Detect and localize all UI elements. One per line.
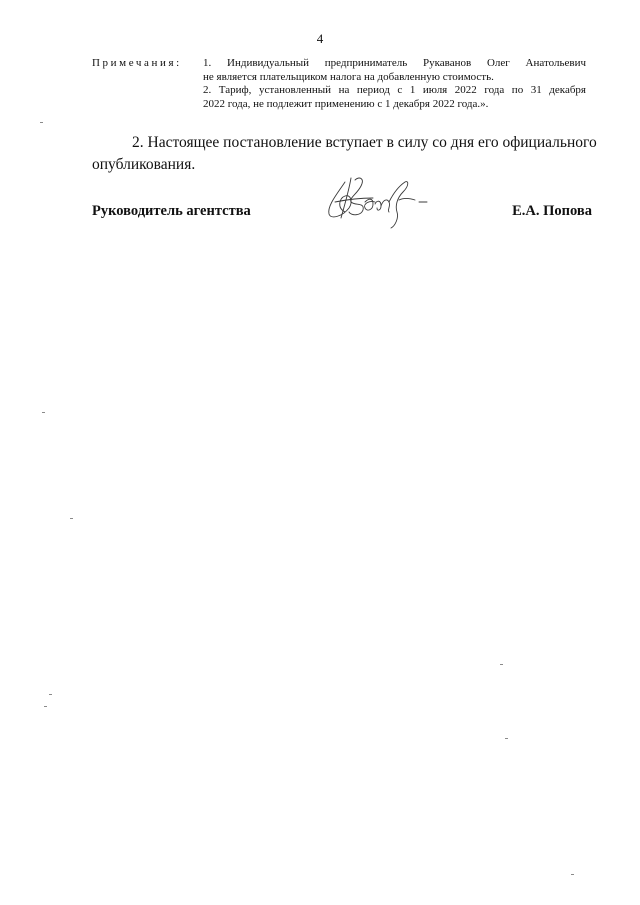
note-line-1: 1. Индивидуальный предприниматель Рукаванов Олег Анатольевич <box>203 57 586 69</box>
paragraph-line-1: 2. Настоящее постановление вступает в силу со дня его официального <box>132 134 597 151</box>
notes-body <box>203 57 586 111</box>
scan-speck <box>42 412 45 413</box>
notes-label: Примечания: <box>92 57 182 69</box>
signature-row <box>92 203 592 227</box>
note-line-2: не является плательщиком налога на добавленную стоимость. <box>203 70 494 83</box>
note-line-4: 2022 года, не подлежит применению с 1 декабря 2022 года.». <box>203 97 489 110</box>
scan-speck <box>505 738 508 739</box>
page-number: 4 <box>316 31 324 46</box>
effective-date-paragraph <box>92 132 597 176</box>
scan-speck <box>70 518 73 519</box>
scan-speck <box>40 122 43 123</box>
signatory-title: Руководитель агентства <box>92 203 251 219</box>
scan-speck <box>500 664 503 665</box>
paragraph-line-2: опубликования. <box>92 156 196 173</box>
scan-speck <box>571 874 574 875</box>
note-line-3: 2. Тариф, установленный на период с 1 июля 2022 года по 31 декабря <box>203 84 586 97</box>
signatory-name: Е.А. Попова <box>512 203 592 219</box>
scan-speck <box>44 706 47 707</box>
scan-speck <box>49 694 52 695</box>
